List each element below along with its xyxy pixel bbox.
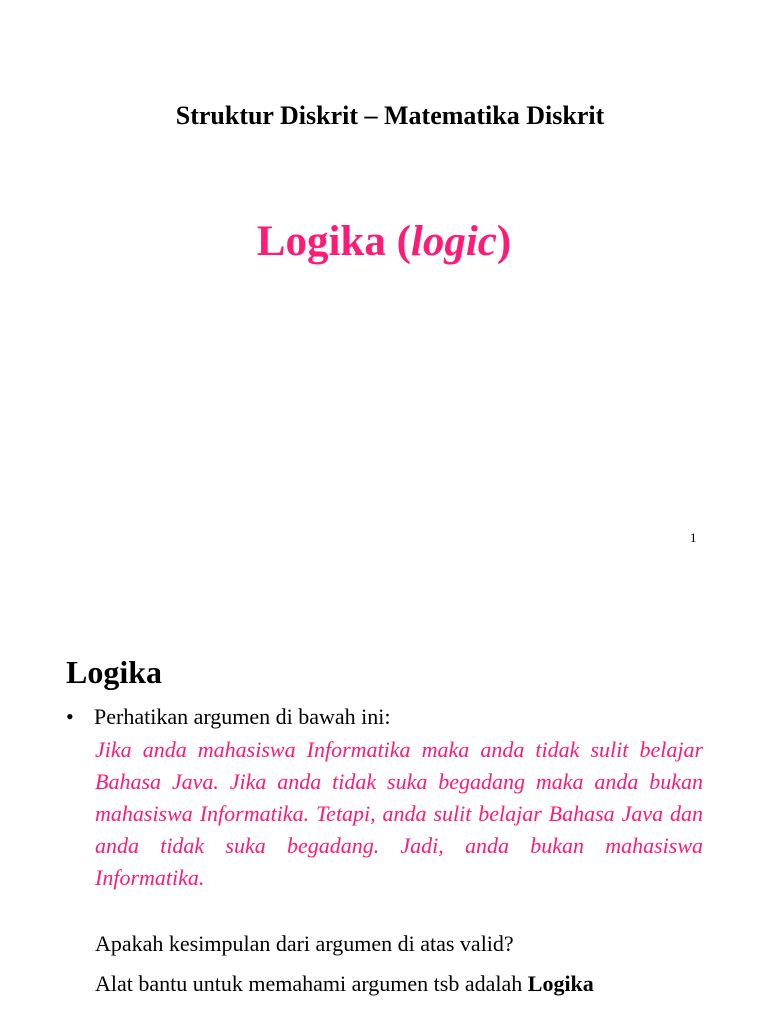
course-subtitle: Struktur Diskrit – Matematika Diskrit [175, 101, 605, 130]
title-main-text: Logika ( [256, 218, 411, 265]
title-italic-text: logic [410, 218, 497, 265]
tool-text-bold: Logika [527, 971, 594, 996]
section-heading: Logika [66, 654, 163, 690]
slide-logika [0, 512, 768, 1024]
title-close-text: ) [496, 218, 512, 265]
tool-text-plain: Alat bantu untuk memahami argumen tsb adalah [95, 971, 528, 996]
tool-text [95, 968, 594, 1000]
bullet-marker: • [66, 704, 74, 729]
argument-text: Jika anda mahasiswa Informatika maka anda tidak sulit belajar Bahasa Java. Jika anda tidak suka begadang maka anda bukan mahasiswa Informatika. Tetapi, anda sulit belajar Bahasa Java dan anda tidak suka begadang. Jadi, anda bukan mahasiswa Informatika. [95, 737, 703, 890]
slide-title-heading [0, 214, 768, 270]
question-text: Apakah kesimpulan dari argumen di atas valid? [95, 931, 514, 956]
page-number: 1 [690, 530, 697, 545]
bullet-item [66, 702, 391, 732]
bullet-text: Perhatikan argumen di bawah ini: [94, 704, 391, 729]
